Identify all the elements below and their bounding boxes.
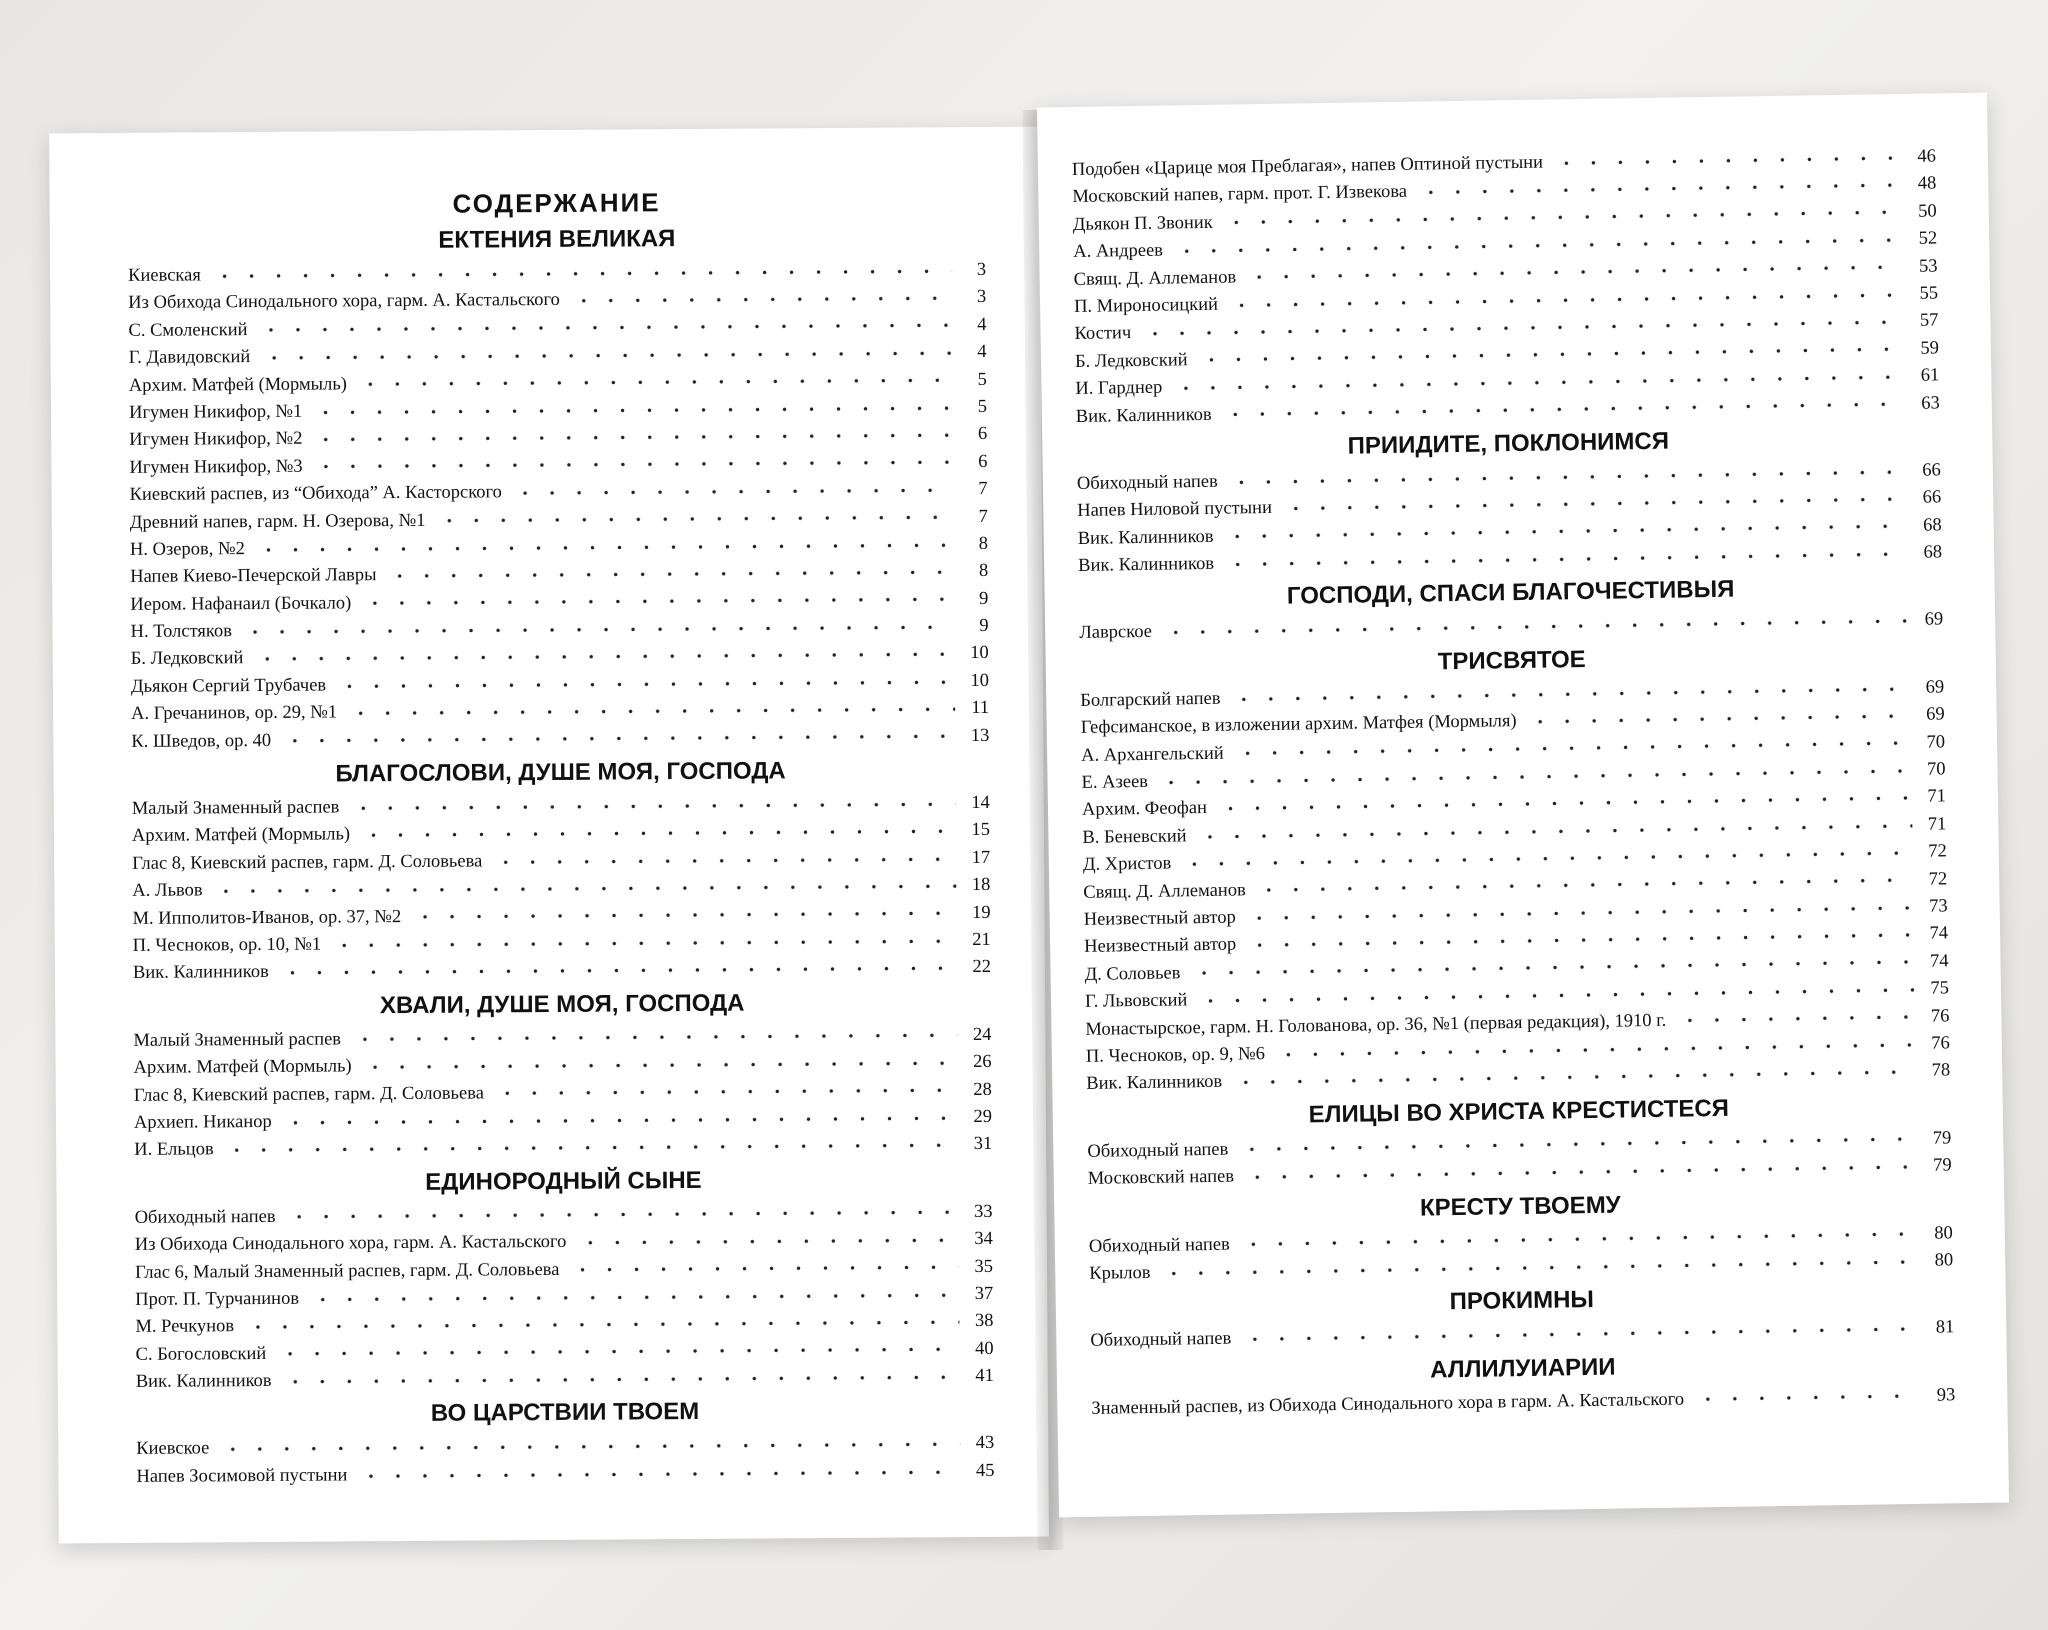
entry-title: Г. Давидовский: [128, 347, 251, 369]
entry-title: Лаврское: [1079, 622, 1153, 644]
entry-title: П. Чесноков, ор. 10, №1: [132, 934, 322, 956]
entry-page-number: 46: [1917, 146, 1937, 167]
entry-title: Д. Соловьев: [1084, 963, 1181, 985]
dot-leader: [411, 911, 956, 919]
entry-page-number: 81: [1935, 1317, 1955, 1338]
entry-page-number: 48: [1917, 173, 1937, 195]
dot-leader: [213, 884, 957, 893]
entry-title: Глас 6, Малый Знаменный распев, гарм. Д. Соловьева: [134, 1259, 560, 1283]
section-heading: ВО ЦАРСТВИИ ТВОЕМ: [430, 1398, 700, 1428]
entry-title: Игумен Никифор, №1: [128, 401, 303, 423]
entry-page-number: 3: [976, 259, 987, 280]
dot-leader: [1172, 375, 1905, 391]
entry-page-number: 34: [974, 1229, 993, 1250]
toc-section: [1080, 638, 1951, 1098]
section-heading: ПРИИДИТЕ, ПОКЛОНИМСЯ: [1347, 427, 1670, 460]
dot-leader: [360, 829, 956, 837]
dot-leader: [1676, 1015, 1915, 1023]
entry-title: Архиеп. Никанор: [133, 1111, 272, 1133]
dot-leader: [494, 1088, 958, 1095]
entry-title: И. Ельцов: [134, 1139, 214, 1161]
dot-leader: [576, 1238, 958, 1245]
dot-leader: [1244, 1165, 1918, 1180]
entry-page-number: 18: [971, 875, 991, 896]
entry-title: Напев Киево-Печерской Лавры: [130, 565, 377, 588]
entry-title: Архим. Матфей (Мормыль): [128, 373, 347, 396]
entry-title: Обиходный напев: [1087, 1139, 1229, 1162]
entry-title: Архим. Матфей (Мормыль): [133, 1056, 352, 1079]
section-heading: ЕДИНОРОДНЫЙ СЫНЕ: [425, 1166, 702, 1196]
entry-title: Подобен «Царице моя Преблагая», напев Оптиной пустыни: [1071, 152, 1544, 181]
entry-title: Древний напев, гарм. Н. Озерова, №1: [129, 510, 426, 533]
left-toc-sections: [128, 221, 995, 1491]
dot-leader: [313, 461, 954, 469]
right-page: [1037, 93, 2009, 1518]
entry-title: Из Обихода Синодального хора, гарм. А. Кастальского: [134, 1231, 567, 1256]
dot-leader: [1527, 714, 1911, 724]
entry-title: Малый Знаменный распев: [133, 1029, 342, 1051]
entry-page-number: 71: [1927, 786, 1947, 808]
toc-section: [128, 221, 990, 756]
dot-leader: [1141, 320, 1904, 336]
entry-title: С. Богословский: [135, 1343, 267, 1365]
entry-page-number: 15: [971, 820, 991, 841]
entry-page-number: 7: [978, 479, 988, 500]
toc-section: [1078, 571, 1943, 648]
entry-page-number: 31: [973, 1134, 993, 1155]
dot-leader: [312, 433, 953, 441]
toc-section: [133, 986, 992, 1165]
entry-title: Киевское: [136, 1438, 210, 1460]
entry-page-number: 7: [978, 506, 988, 527]
dot-leader: [260, 351, 952, 360]
entry-page-number: 66: [1922, 487, 1942, 508]
dot-leader: [362, 1061, 958, 1069]
toc-section: [1076, 421, 1942, 580]
section-heading: ХВАЛИ, ДУШЕ МОЯ, ГОСПОДА: [379, 989, 745, 1019]
toc-section: [134, 1163, 994, 1397]
dot-leader: [1241, 1327, 1920, 1342]
entry-title: Вик. Калинников: [132, 962, 269, 984]
dot-leader: [1161, 1259, 1920, 1275]
section-heading: БЛАГОСЛОВИ, ДУШЕ МОЯ, ГОСПОДА: [335, 757, 786, 788]
entry-title: Обиходный напев: [1090, 1328, 1232, 1352]
dot-leader: [1223, 210, 1903, 225]
entry-page-number: 70: [1926, 759, 1946, 780]
entry-title: Болгарский напев: [1080, 688, 1221, 711]
entry-page-number: 70: [1926, 732, 1946, 753]
entry-page-number: 69: [1924, 609, 1944, 631]
left-page: [49, 127, 1049, 1544]
entry-title: Вик. Калинников: [1078, 553, 1215, 577]
dot-leader: [435, 515, 953, 523]
entry-page-number: 5: [977, 396, 988, 417]
dot-leader: [357, 1470, 960, 1478]
entry-title: Архим. Феофан: [1081, 798, 1208, 821]
entry-page-number: 5: [977, 369, 987, 390]
entry-page-number: 45: [975, 1460, 995, 1481]
dot-leader: [1246, 933, 1914, 947]
entry-page-number: 40: [975, 1338, 994, 1359]
entry-page-number: 11: [971, 698, 990, 719]
entry-page-number: 63: [1921, 392, 1940, 414]
section-heading: КРЕСТУ ТВОЕМУ: [1419, 1191, 1621, 1222]
entry-page-number: 9: [979, 588, 989, 609]
right-page-content: [1072, 143, 1956, 1422]
entry-page-number: 76: [1930, 1005, 1950, 1027]
dot-leader: [1228, 470, 1907, 485]
dot-leader: [279, 966, 957, 975]
entry-page-number: 41: [975, 1365, 994, 1387]
entry-page-number: 6: [977, 424, 988, 445]
dot-leader: [1173, 238, 1903, 253]
entry-title: П. Мироносицкий: [1073, 294, 1219, 317]
dot-leader: [1240, 1232, 1919, 1247]
entry-title: Вик. Калинников: [135, 1371, 272, 1392]
entry-title: А. Гречанинов, ор. 29, №1: [131, 702, 338, 725]
entry-page-number: 22: [972, 957, 992, 978]
dot-leader: [1694, 1394, 1921, 1402]
dot-leader: [331, 939, 957, 947]
dot-leader: [569, 1265, 959, 1272]
dot-leader: [1282, 497, 1907, 511]
toc-section: [1087, 1089, 1952, 1193]
entry-page-number: 37: [974, 1283, 994, 1304]
dot-leader: [1256, 878, 1914, 892]
entry-title: Напев Зосимовой пустыни: [136, 1465, 348, 1487]
entry-page-number: 74: [1929, 923, 1949, 945]
left-page-content: [127, 183, 994, 1491]
entry-title: А. Львов: [132, 880, 203, 902]
entry-title: Свящ. Д. Аллеманов: [1073, 267, 1237, 290]
section-heading: ТРИСВЯТОЕ: [1437, 645, 1586, 676]
dot-leader: [1197, 823, 1913, 838]
entry-title: Архим. Матфей (Мормыль): [131, 824, 351, 847]
dot-leader: [1275, 1042, 1916, 1056]
entry-title: Прот. П. Турчанинов: [135, 1288, 300, 1310]
dot-leader: [282, 1375, 960, 1384]
page-title: СОДЕРЖАНИЕ: [452, 187, 661, 219]
dot-leader: [1224, 524, 1908, 539]
section-heading: ГОСПОДИ, СПАСИ БЛАГОЧЕСТИВЫЯ: [1286, 576, 1735, 611]
toc-section: [131, 754, 991, 988]
entry-page-number: 17: [971, 847, 991, 868]
dot-leader: [276, 1348, 959, 1357]
dot-leader: [1246, 906, 1914, 920]
entry-page-number: 9: [979, 616, 989, 637]
entry-page-number: 14: [971, 792, 990, 814]
dot-leader: [1190, 960, 1914, 975]
entry-title: Костич: [1074, 323, 1132, 345]
dot-leader: [244, 1320, 959, 1329]
toc-section: [136, 1394, 995, 1491]
entry-title: М. Речкунов: [135, 1316, 235, 1338]
entry-page-number: 13: [970, 725, 990, 746]
entry-title: Вик. Калинников: [1086, 1072, 1223, 1095]
dot-leader: [570, 296, 952, 303]
entry-page-number: 21: [972, 929, 991, 951]
dot-leader: [1238, 1137, 1917, 1152]
entry-title: Крылов: [1089, 1262, 1151, 1284]
entry-title: Малый Знаменный распев: [131, 797, 340, 819]
entry-title: Обиходный напев: [134, 1206, 276, 1228]
dot-leader: [1231, 686, 1911, 701]
dot-leader: [512, 488, 954, 495]
entry-page-number: 33: [974, 1201, 993, 1222]
entry-page-number: 75: [1930, 978, 1950, 999]
dot-leader: [1217, 796, 1912, 811]
dot-leader: [1234, 741, 1911, 756]
entry-page-number: 71: [1927, 814, 1947, 835]
entry-page-number: 78: [1931, 1060, 1951, 1081]
entry-title: И. Гарднер: [1075, 377, 1163, 400]
dot-leader: [219, 1442, 960, 1451]
entry-page-number: 24: [972, 1024, 992, 1045]
entry-page-number: 55: [1919, 283, 1939, 304]
entry-title: Московский напев: [1087, 1166, 1235, 1189]
dot-leader: [255, 543, 954, 552]
entry-title: Б. Ледковский: [130, 648, 244, 670]
entry-page-number: 29: [973, 1106, 993, 1127]
entry-title: Обиходный напев: [1076, 471, 1218, 494]
entry-title: М. Ипполитов-Иванов, ор. 37, №2: [132, 906, 402, 929]
entry-page-number: 28: [973, 1079, 992, 1100]
entry-title: Вик. Калинников: [1075, 404, 1212, 427]
entry-title: Неизвестный автор: [1083, 907, 1236, 930]
toc-entry: [133, 954, 991, 987]
entry-title: Киевская: [128, 265, 201, 286]
dot-leader: [242, 625, 955, 634]
entry-title: Д. Христов: [1082, 853, 1172, 876]
entry-title: Б. Ледковский: [1074, 349, 1188, 372]
entry-title: Глас 8, Киевский распев, гарм. Д. Соловьева: [133, 1083, 484, 1106]
entry-page-number: 80: [1934, 1222, 1953, 1244]
entry-page-number: 6: [978, 451, 988, 472]
toc-section: [1091, 1346, 1956, 1423]
entry-page-number: 10: [970, 670, 990, 691]
entry-page-number: 79: [1932, 1128, 1952, 1149]
entry-page-number: 80: [1934, 1250, 1954, 1271]
entry-title: Дьякон Сергий Трубачев: [130, 675, 327, 697]
entry-title: К. Шведов, ор. 40: [131, 730, 272, 752]
entry-title: Иером. Нафанаил (Бочкало): [130, 593, 352, 615]
entry-page-number: 3: [976, 287, 987, 308]
entry-page-number: 53: [1918, 255, 1938, 277]
entry-title: Дьякон П. Звоник: [1072, 212, 1213, 235]
dot-leader: [387, 570, 955, 578]
entry-title: Игумен Никифор, №2: [129, 429, 303, 451]
dot-leader: [1228, 293, 1904, 308]
entry-page-number: 4: [977, 314, 987, 335]
section-heading: АЛЛИЛУИАРИИ: [1429, 1353, 1616, 1384]
section-heading: ЕЛИЦЫ ВО ХРИСТА КРЕСТИСТЕСЯ: [1308, 1094, 1730, 1129]
dot-leader: [1197, 988, 1915, 1003]
toc-section: [1072, 143, 1940, 430]
entry-title: Московский напев, гарм. прот. Г. Извекова: [1072, 182, 1408, 208]
entry-title: Из Обихода Синодального хора, гарм. А. Кастальского: [128, 290, 560, 314]
dot-leader: [1224, 552, 1908, 567]
entry-page-number: 10: [970, 643, 989, 664]
entry-page-number: 26: [973, 1052, 992, 1073]
entry-title: П. Чесноков, ор. 9, №6: [1085, 1044, 1266, 1067]
entry-title: В. Беневский: [1082, 826, 1187, 848]
entry-page-number: 61: [1920, 365, 1940, 386]
entry-page-number: 76: [1931, 1033, 1950, 1054]
entry-title: С. Смоленский: [128, 319, 248, 341]
dot-leader: [312, 406, 953, 414]
dot-leader: [257, 324, 952, 333]
dot-leader: [1198, 347, 1905, 362]
entry-title: Е. Азеев: [1081, 771, 1149, 793]
dot-leader: [224, 1143, 959, 1152]
entry-page-number: 59: [1920, 338, 1940, 359]
entry-title: Н. Толстяков: [130, 621, 232, 642]
entry-title: Г. Львовский: [1084, 990, 1188, 1013]
entry-page-number: 38: [974, 1311, 994, 1332]
dot-leader: [349, 802, 955, 810]
dot-leader: [309, 1293, 959, 1302]
dot-leader: [336, 680, 955, 688]
dot-leader: [282, 1116, 958, 1125]
entry-page-number: 69: [1925, 677, 1945, 698]
entry-page-number: 43: [975, 1433, 995, 1454]
dot-leader: [1246, 265, 1904, 279]
entry-page-number: 52: [1918, 228, 1938, 249]
toc-section: [1090, 1279, 1955, 1356]
entry-page-number: 72: [1928, 868, 1948, 890]
entry-title: Н. Озеров, №2: [129, 539, 245, 560]
dot-leader: [1417, 183, 1902, 195]
dot-leader: [286, 1211, 959, 1220]
entry-title: Игумен Никифор, №3: [129, 456, 303, 478]
entry-title: Неизвестный автор: [1084, 934, 1237, 958]
entry-title: Киевский распев, из “Обихода” А. Касторского: [129, 482, 502, 506]
entry-title: Обиходный напев: [1088, 1234, 1230, 1257]
dot-leader: [492, 857, 956, 864]
entry-title: Монастырское, гарм. Н. Голованова, ор. 36, №1 (первая редакция), 1910 г.: [1085, 1010, 1667, 1040]
toc-section: [1088, 1184, 1953, 1288]
entry-page-number: 68: [1923, 515, 1942, 536]
entry-page-number: 74: [1929, 951, 1949, 972]
entry-page-number: 8: [978, 561, 989, 582]
entry-page-number: 72: [1928, 841, 1947, 862]
dot-leader: [253, 652, 954, 661]
entry-page-number: 8: [978, 533, 989, 554]
entry-page-number: 69: [1925, 704, 1945, 725]
entry-page-number: 57: [1919, 310, 1939, 332]
toc-entry: [134, 1131, 992, 1164]
entry-page-number: 93: [1936, 1384, 1956, 1406]
dot-leader: [1181, 851, 1913, 866]
entry-title: А. Андреев: [1073, 240, 1164, 263]
dot-leader: [1162, 619, 1909, 635]
entry-title: Напев Ниловой пустыни: [1077, 498, 1273, 522]
dot-leader: [347, 707, 955, 715]
dot-leader: [357, 378, 953, 386]
entry-title: Глас 8, Киевский распев, гарм. Д. Соловьева: [132, 851, 483, 874]
entry-page-number: 73: [1928, 896, 1948, 917]
entry-page-number: 35: [974, 1256, 994, 1277]
toc-entry: [131, 723, 989, 756]
entry-page-number: 19: [971, 902, 991, 923]
right-toc-sections: [1072, 143, 1956, 1422]
entry-title: А. Архангельский: [1081, 743, 1224, 766]
entry-page-number: 50: [1918, 201, 1937, 222]
entry-title: Знаменный распев, из Обихода Синодального хора в гарм. А. Кастальского: [1091, 1389, 1685, 1419]
entry-title: Гефсиманское, в изложении архим. Матфея (Мормыля): [1080, 711, 1517, 739]
dot-leader: [1222, 402, 1906, 417]
dot-leader: [1158, 769, 1912, 785]
entry-page-number: 4: [977, 342, 987, 363]
entry-title: Вик. Калинников: [1077, 526, 1214, 549]
entry-page-number: 66: [1922, 460, 1941, 481]
dot-leader: [351, 1034, 957, 1042]
toc-entry: [136, 1363, 994, 1396]
dot-leader: [211, 269, 952, 278]
dot-leader: [281, 734, 955, 743]
dot-leader: [1553, 156, 1902, 165]
toc-entry: [136, 1458, 994, 1491]
entry-title: Свящ. Д. Аллеманов: [1083, 879, 1246, 903]
dot-leader: [1232, 1070, 1916, 1085]
dot-leader: [361, 598, 954, 606]
entry-page-number: 79: [1933, 1155, 1952, 1176]
entry-page-number: 68: [1923, 542, 1943, 563]
section-heading: ПРОКИМНЫ: [1449, 1286, 1595, 1316]
section-heading: ЕКТЕНИЯ ВЕЛИКАЯ: [438, 225, 676, 254]
